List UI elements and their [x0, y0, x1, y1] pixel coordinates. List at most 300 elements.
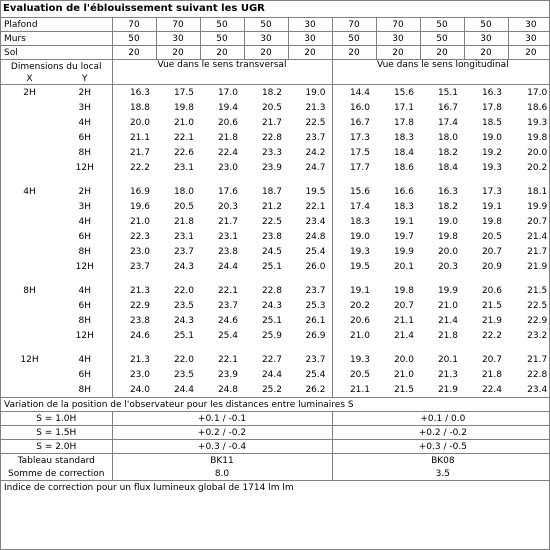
ugr-data-row [1, 244, 550, 259]
ugr-longitudinal-value: 22.2 [481, 330, 502, 341]
ugr-transversal-value: 19.8 [173, 102, 194, 113]
room-y-dimension: 4H [58, 115, 112, 130]
room-y-dimension: 6H [58, 298, 112, 313]
room-y-dimension: 6H [58, 229, 112, 244]
reflectance-value: 30 [525, 33, 537, 44]
ugr-longitudinal-value: 20.5 [481, 231, 502, 242]
room-y-dimension: 4H [58, 283, 112, 298]
ugr-data-row [1, 283, 550, 298]
ugr-transversal-value: 21.3 [129, 285, 150, 296]
ugr-longitudinal-value: 20.1 [437, 354, 458, 365]
ugr-longitudinal-value: 21.7 [527, 246, 548, 257]
reflectance-value: 30 [288, 18, 332, 32]
ugr-longitudinal-value: 20.1 [393, 261, 414, 272]
ugr-longitudinal-value: 18.3 [393, 201, 414, 212]
ugr-transversal-value: 20.0 [129, 117, 150, 128]
ugr-transversal-value: 22.9 [129, 300, 150, 311]
room-x-dimension: 2H [23, 87, 36, 98]
section-header [1, 60, 550, 74]
ugr-transversal-value: 25.1 [261, 315, 282, 326]
ugr-longitudinal-value: 20.7 [393, 300, 414, 311]
ugr-data-row [1, 328, 550, 343]
ugr-transversal-value: 24.3 [173, 261, 194, 272]
room-y-dimension: 8H [58, 145, 112, 160]
ugr-longitudinal-value: 19.3 [527, 117, 548, 128]
room-x-dimension [1, 244, 58, 259]
ugr-transversal-value: 23.5 [173, 300, 194, 311]
room-x-dimension [1, 115, 58, 130]
ugr-longitudinal-value: 19.8 [437, 231, 458, 242]
room-x-dimension [1, 130, 58, 145]
room-y-dimension: 4H [58, 214, 112, 229]
ugr-transversal-value: 23.9 [261, 162, 282, 173]
ugr-transversal-value: 21.8 [217, 132, 238, 143]
ugr-longitudinal-value: 17.7 [349, 162, 370, 173]
variation-transversal: +0.1 / -0.1 [112, 412, 332, 426]
ugr-transversal-value: 23.8 [129, 315, 150, 326]
ugr-transversal-value: 24.3 [261, 300, 282, 311]
ugr-transversal-value: 24.4 [217, 261, 238, 272]
ugr-longitudinal-value: 21.5 [481, 300, 502, 311]
ugr-longitudinal-value: 20.6 [349, 315, 370, 326]
reflectance-value: 30 [156, 32, 200, 46]
ugr-longitudinal-value: 19.8 [527, 132, 548, 143]
ugr-longitudinal-value: 19.2 [481, 147, 502, 158]
reflectance-row [1, 18, 550, 32]
ugr-transversal-value: 20.6 [217, 117, 238, 128]
ugr-longitudinal-value: 17.4 [349, 201, 370, 212]
ugr-transversal-value: 23.8 [261, 231, 282, 242]
variation-row [1, 440, 550, 454]
ugr-longitudinal-value: 18.4 [393, 147, 414, 158]
ugr-longitudinal-value: 20.2 [527, 162, 548, 173]
reflectance-row [1, 46, 550, 60]
ugr-transversal-value: 22.0 [173, 285, 194, 296]
ugr-longitudinal-value: 21.4 [393, 330, 414, 341]
variation-transversal: +0.2 / -0.2 [112, 426, 332, 440]
spacer-cell [1, 274, 112, 283]
room-x-dimension: 8H [23, 285, 36, 296]
ugr-transversal-value: 23.7 [288, 352, 332, 367]
reflectance-value: 50 [244, 18, 288, 32]
room-x-dimension [1, 100, 58, 115]
ugr-transversal-value: 23.1 [217, 231, 238, 242]
ugr-transversal-value: 22.3 [129, 231, 150, 242]
ugr-data-row [1, 382, 550, 398]
room-y-dimension: 8H [58, 382, 112, 398]
reflectance-value: 30 [525, 19, 537, 30]
reflectance-value: 20 [420, 46, 464, 60]
variation-longitudinal: +0.3 / -0.5 [332, 440, 550, 454]
room-y-dimension: 6H [58, 367, 112, 382]
reflectance-value: 20 [525, 47, 537, 58]
ugr-longitudinal-value: 18.6 [393, 162, 414, 173]
ugr-transversal-value: 23.7 [288, 283, 332, 298]
ugr-longitudinal-value: 19.0 [437, 216, 458, 227]
ugr-data-row [1, 184, 550, 199]
room-y-dimension: 8H [58, 244, 112, 259]
ugr-longitudinal-value: 22.5 [527, 300, 548, 311]
variation-label: Variation de la position de l'observateur pour les distances entre luminaires S [1, 398, 550, 412]
ugr-transversal-value: 24.7 [288, 160, 332, 175]
ugr-transversal-value: 24.5 [261, 246, 282, 257]
ugr-transversal-value: 23.0 [217, 162, 238, 173]
x-label: X [1, 73, 58, 85]
ugr-transversal-value: 21.7 [217, 216, 238, 227]
ugr-data-row [1, 367, 550, 382]
ugr-longitudinal-value: 21.0 [437, 300, 458, 311]
ugr-transversal-value: 23.0 [129, 369, 150, 380]
room-y-dimension: 12H [58, 259, 112, 274]
ugr-data-row [1, 214, 550, 229]
ugr-transversal-value: 22.2 [129, 162, 150, 173]
reflectance-value: 20 [376, 46, 420, 60]
ugr-longitudinal-value: 20.6 [481, 285, 502, 296]
ugr-transversal-value: 22.8 [261, 132, 282, 143]
ugr-transversal-value: 20.3 [217, 201, 238, 212]
ugr-transversal-value: 24.8 [217, 384, 238, 395]
ugr-transversal-value: 21.0 [129, 216, 150, 227]
ugr-data-row [1, 352, 550, 367]
ugr-longitudinal-value: 23.2 [527, 330, 548, 341]
ugr-data-row [1, 160, 550, 175]
ugr-longitudinal-value: 16.6 [393, 186, 414, 197]
ugr-longitudinal-value: 20.3 [437, 261, 458, 272]
reflectance-value: 20 [464, 46, 508, 60]
reflectance-value: 20 [156, 46, 200, 60]
ugr-transversal-value: 18.2 [261, 87, 282, 98]
variation-row [1, 426, 550, 440]
ugr-longitudinal-value: 20.2 [349, 300, 370, 311]
ugr-longitudinal-value: 18.4 [437, 162, 458, 173]
spacing-label: S = 1.0H [1, 412, 112, 426]
room-y-dimension: 12H [58, 160, 112, 175]
ugr-longitudinal-value: 20.0 [527, 147, 548, 158]
spacer-cell [112, 274, 332, 283]
dims-label: Dimensions du local [1, 60, 112, 74]
spacer-cell [1, 343, 112, 352]
ugr-longitudinal-value: 18.6 [527, 102, 548, 113]
ugr-longitudinal-value: 21.7 [527, 354, 548, 365]
ugr-transversal-value: 22.0 [173, 354, 194, 365]
room-x-dimension: 12H [20, 354, 39, 365]
transversal-heading: Vue dans le sens transversal [112, 60, 332, 85]
ugr-data-row [1, 298, 550, 313]
ugr-transversal-value: 22.6 [173, 147, 194, 158]
room-x-dimension [1, 229, 58, 244]
ugr-longitudinal-value: 21.4 [527, 231, 548, 242]
ugr-transversal-value: 22.5 [288, 115, 332, 130]
ugr-longitudinal-value: 21.4 [437, 315, 458, 326]
variation-header [1, 398, 550, 412]
reflectance-value: 50 [332, 32, 376, 46]
ugr-longitudinal-value: 15.1 [437, 87, 458, 98]
ugr-transversal-value: 24.6 [129, 330, 150, 341]
ugr-longitudinal-value: 17.4 [437, 117, 458, 128]
correction-label: Somme de correction [1, 467, 112, 481]
ugr-longitudinal-value: 17.3 [349, 132, 370, 143]
ugr-longitudinal-value: 21.9 [437, 384, 458, 395]
ugr-transversal-value: 23.8 [217, 246, 238, 257]
group-spacer [1, 274, 550, 283]
room-x-dimension [1, 199, 58, 214]
ugr-longitudinal-value: 19.9 [527, 201, 548, 212]
ugr-transversal-value: 22.1 [288, 199, 332, 214]
reflectance-value: 50 [464, 18, 508, 32]
ugr-longitudinal-value: 21.8 [437, 330, 458, 341]
ugr-transversal-value: 23.7 [217, 300, 238, 311]
ugr-transversal-value: 19.4 [217, 102, 238, 113]
ugr-data-row [1, 313, 550, 328]
ugr-data-row [1, 85, 550, 101]
ugr-longitudinal-value: 21.0 [393, 369, 414, 380]
variation-row [1, 412, 550, 426]
ugr-longitudinal-value: 18.0 [437, 132, 458, 143]
reflectance-label: Murs [1, 32, 112, 46]
ugr-longitudinal-value: 23.4 [527, 384, 548, 395]
ugr-longitudinal-value: 18.3 [349, 216, 370, 227]
ugr-transversal-value: 26.0 [288, 259, 332, 274]
ugr-transversal-value: 26.9 [288, 328, 332, 343]
ugr-longitudinal-value: 18.3 [393, 132, 414, 143]
ugr-transversal-value: 23.9 [217, 369, 238, 380]
reflectance-value: 50 [200, 18, 244, 32]
ugr-transversal-value: 18.8 [129, 102, 150, 113]
correction-longitudinal: 3.5 [332, 467, 550, 481]
ugr-longitudinal-value: 20.0 [393, 354, 414, 365]
ugr-longitudinal-value: 21.5 [527, 285, 548, 296]
ugr-transversal-value: 17.5 [173, 87, 194, 98]
reflectance-value: 20 [244, 46, 288, 60]
ugr-transversal-value: 25.4 [217, 330, 238, 341]
ugr-longitudinal-value: 18.5 [481, 117, 502, 128]
ugr-longitudinal-value: 22.8 [527, 369, 548, 380]
room-y-dimension: 3H [58, 100, 112, 115]
ugr-transversal-value: 23.1 [173, 162, 194, 173]
ugr-data-row [1, 259, 550, 274]
ugr-transversal-value: 19.5 [288, 184, 332, 199]
room-x-dimension [1, 367, 58, 382]
ugr-transversal-value: 22.1 [173, 132, 194, 143]
ugr-transversal-value: 23.7 [129, 261, 150, 272]
ugr-transversal-value: 21.8 [173, 216, 194, 227]
reflectance-value: 20 [200, 46, 244, 60]
ugr-longitudinal-value: 21.1 [393, 315, 414, 326]
ugr-transversal-value: 25.9 [261, 330, 282, 341]
document-title: Evaluation de l'éblouissement suivant les UGR [1, 1, 550, 18]
reflectance-value: 70 [156, 18, 200, 32]
ugr-longitudinal-value: 22.9 [527, 315, 548, 326]
ugr-longitudinal-value: 21.5 [393, 384, 414, 395]
spacer-cell [332, 175, 550, 184]
ugr-transversal-value: 17.6 [217, 186, 238, 197]
ugr-longitudinal-value: 16.3 [437, 186, 458, 197]
ugr-longitudinal-value: 19.1 [349, 285, 370, 296]
ugr-longitudinal-value: 19.8 [393, 285, 414, 296]
reflectance-value: 20 [112, 46, 156, 60]
ugr-longitudinal-value: 19.7 [393, 231, 414, 242]
ugr-longitudinal-value: 14.4 [349, 87, 370, 98]
ugr-transversal-value: 24.4 [173, 384, 194, 395]
reflectance-value: 70 [332, 18, 376, 32]
spacer-cell [112, 343, 332, 352]
standard-label: Tableau standard [1, 454, 112, 468]
ugr-table [1, 1, 550, 494]
ugr-transversal-value: 17.0 [217, 87, 238, 98]
ugr-longitudinal-value: 19.1 [393, 216, 414, 227]
ugr-transversal-value: 19.0 [288, 85, 332, 101]
reflectance-value: 20 [288, 46, 332, 60]
ugr-longitudinal-value: 21.9 [527, 261, 548, 272]
ugr-longitudinal-value: 17.3 [481, 186, 502, 197]
ugr-longitudinal-value: 19.5 [349, 261, 370, 272]
y-label: Y [58, 73, 112, 85]
ugr-longitudinal-value: 19.0 [349, 231, 370, 242]
ugr-transversal-value: 20.5 [261, 102, 282, 113]
spacer-cell [332, 274, 550, 283]
room-x-dimension [1, 328, 58, 343]
ugr-transversal-value: 19.6 [129, 201, 150, 212]
variation-longitudinal: +0.1 / 0.0 [332, 412, 550, 426]
ugr-longitudinal-value: 20.7 [527, 216, 548, 227]
ugr-longitudinal-value: 22.4 [481, 384, 502, 395]
ugr-longitudinal-value: 17.0 [527, 87, 548, 98]
ugr-longitudinal-value: 19.3 [349, 246, 370, 257]
room-x-dimension [1, 145, 58, 160]
ugr-data-row [1, 229, 550, 244]
ugr-longitudinal-value: 17.8 [481, 102, 502, 113]
ugr-transversal-value: 21.0 [173, 117, 194, 128]
reflectance-value: 30 [288, 32, 332, 46]
ugr-longitudinal-value: 18.2 [437, 147, 458, 158]
ugr-data-row [1, 130, 550, 145]
ugr-longitudinal-value: 20.9 [481, 261, 502, 272]
footer-row [1, 481, 550, 495]
ugr-transversal-value: 25.1 [261, 261, 282, 272]
ugr-longitudinal-value: 21.8 [481, 369, 502, 380]
room-y-dimension: 4H [58, 352, 112, 367]
ugr-longitudinal-value: 19.8 [481, 216, 502, 227]
correction-row [1, 467, 550, 481]
ugr-longitudinal-value: 18.2 [437, 201, 458, 212]
ugr-transversal-value: 22.5 [261, 216, 282, 227]
ugr-transversal-value: 24.8 [288, 229, 332, 244]
ugr-longitudinal-value: 17.8 [393, 117, 414, 128]
ugr-transversal-value: 21.1 [129, 132, 150, 143]
correction-note: Indice de correction pour un flux lumineux global de 1714 lm lm [4, 482, 294, 493]
ugr-transversal-value: 21.3 [288, 100, 332, 115]
ugr-transversal-value: 21.3 [129, 354, 150, 365]
group-spacer [1, 343, 550, 352]
ugr-longitudinal-value: 18.1 [527, 186, 548, 197]
ugr-longitudinal-value: 16.7 [349, 117, 370, 128]
reflectance-value: 70 [376, 18, 420, 32]
ugr-longitudinal-value: 16.7 [437, 102, 458, 113]
variation-longitudinal: +0.2 / -0.2 [332, 426, 550, 440]
longitudinal-heading: Vue dans le sens longitudinal [332, 60, 550, 85]
ugr-transversal-value: 16.3 [129, 87, 150, 98]
reflectance-label: Sol [1, 46, 112, 60]
room-y-dimension: 2H [58, 85, 112, 101]
reflectance-label: Plafond [1, 18, 112, 32]
standard-row [1, 454, 550, 468]
ugr-longitudinal-value: 21.9 [481, 315, 502, 326]
ugr-transversal-value: 22.1 [217, 354, 238, 365]
reflectance-row [1, 32, 550, 46]
ugr-data-row [1, 199, 550, 214]
ugr-longitudinal-value: 19.3 [481, 162, 502, 173]
ugr-longitudinal-value: 21.1 [349, 384, 370, 395]
spacer-cell [112, 175, 332, 184]
ugr-longitudinal-value: 20.5 [349, 369, 370, 380]
ugr-longitudinal-value: 20.7 [481, 246, 502, 257]
ugr-transversal-value: 21.7 [261, 117, 282, 128]
ugr-data-row [1, 115, 550, 130]
reflectance-value: 30 [244, 32, 288, 46]
ugr-transversal-value: 23.5 [173, 369, 194, 380]
variation-transversal: +0.3 / -0.4 [112, 440, 332, 454]
ugr-transversal-value: 26.1 [288, 313, 332, 328]
ugr-transversal-value: 25.3 [288, 298, 332, 313]
ugr-transversal-value: 22.1 [217, 285, 238, 296]
reflectance-value: 30 [464, 32, 508, 46]
reflectance-value: 20 [332, 46, 376, 60]
reflectance-value: 30 [376, 32, 420, 46]
ugr-transversal-value: 23.0 [129, 246, 150, 257]
ugr-transversal-value: 23.1 [173, 231, 194, 242]
ugr-transversal-value: 22.8 [261, 285, 282, 296]
ugr-transversal-value: 24.4 [261, 369, 282, 380]
ugr-transversal-value: 21.7 [129, 147, 150, 158]
reflectance-value: 50 [112, 32, 156, 46]
room-y-dimension: 2H [58, 184, 112, 199]
room-y-dimension: 8H [58, 313, 112, 328]
ugr-longitudinal-value: 21.0 [349, 330, 370, 341]
spacer-cell [332, 343, 550, 352]
room-x-dimension: 4H [23, 186, 36, 197]
ugr-transversal-value: 22.4 [217, 147, 238, 158]
spacing-label: S = 1.5H [1, 426, 112, 440]
ugr-transversal-value: 23.4 [288, 214, 332, 229]
room-x-dimension [1, 214, 58, 229]
ugr-longitudinal-value: 16.0 [349, 102, 370, 113]
ugr-transversal-value: 20.5 [173, 201, 194, 212]
ugr-longitudinal-value: 16.3 [481, 87, 502, 98]
spacer-cell [1, 175, 112, 184]
ugr-data-row [1, 145, 550, 160]
room-y-dimension: 12H [58, 328, 112, 343]
ugr-transversal-value: 25.4 [288, 244, 332, 259]
group-spacer [1, 175, 550, 184]
ugr-transversal-value: 18.0 [173, 186, 194, 197]
ugr-transversal-value: 24.2 [288, 145, 332, 160]
ugr-transversal-value: 26.2 [288, 382, 332, 398]
ugr-transversal-value: 25.4 [288, 367, 332, 382]
reflectance-value: 50 [420, 18, 464, 32]
ugr-transversal-value: 18.7 [261, 186, 282, 197]
ugr-transversal-value: 25.1 [173, 330, 194, 341]
ugr-longitudinal-value: 17.5 [349, 147, 370, 158]
ugr-longitudinal-value: 19.9 [437, 285, 458, 296]
standard-transversal: BK11 [112, 454, 332, 468]
room-x-dimension [1, 382, 58, 398]
correction-transversal: 8.0 [112, 467, 332, 481]
ugr-longitudinal-value: 20.0 [437, 246, 458, 257]
room-x-dimension [1, 298, 58, 313]
spacing-label: S = 2.0H [1, 440, 112, 454]
room-x-dimension [1, 259, 58, 274]
ugr-transversal-value: 21.2 [261, 201, 282, 212]
